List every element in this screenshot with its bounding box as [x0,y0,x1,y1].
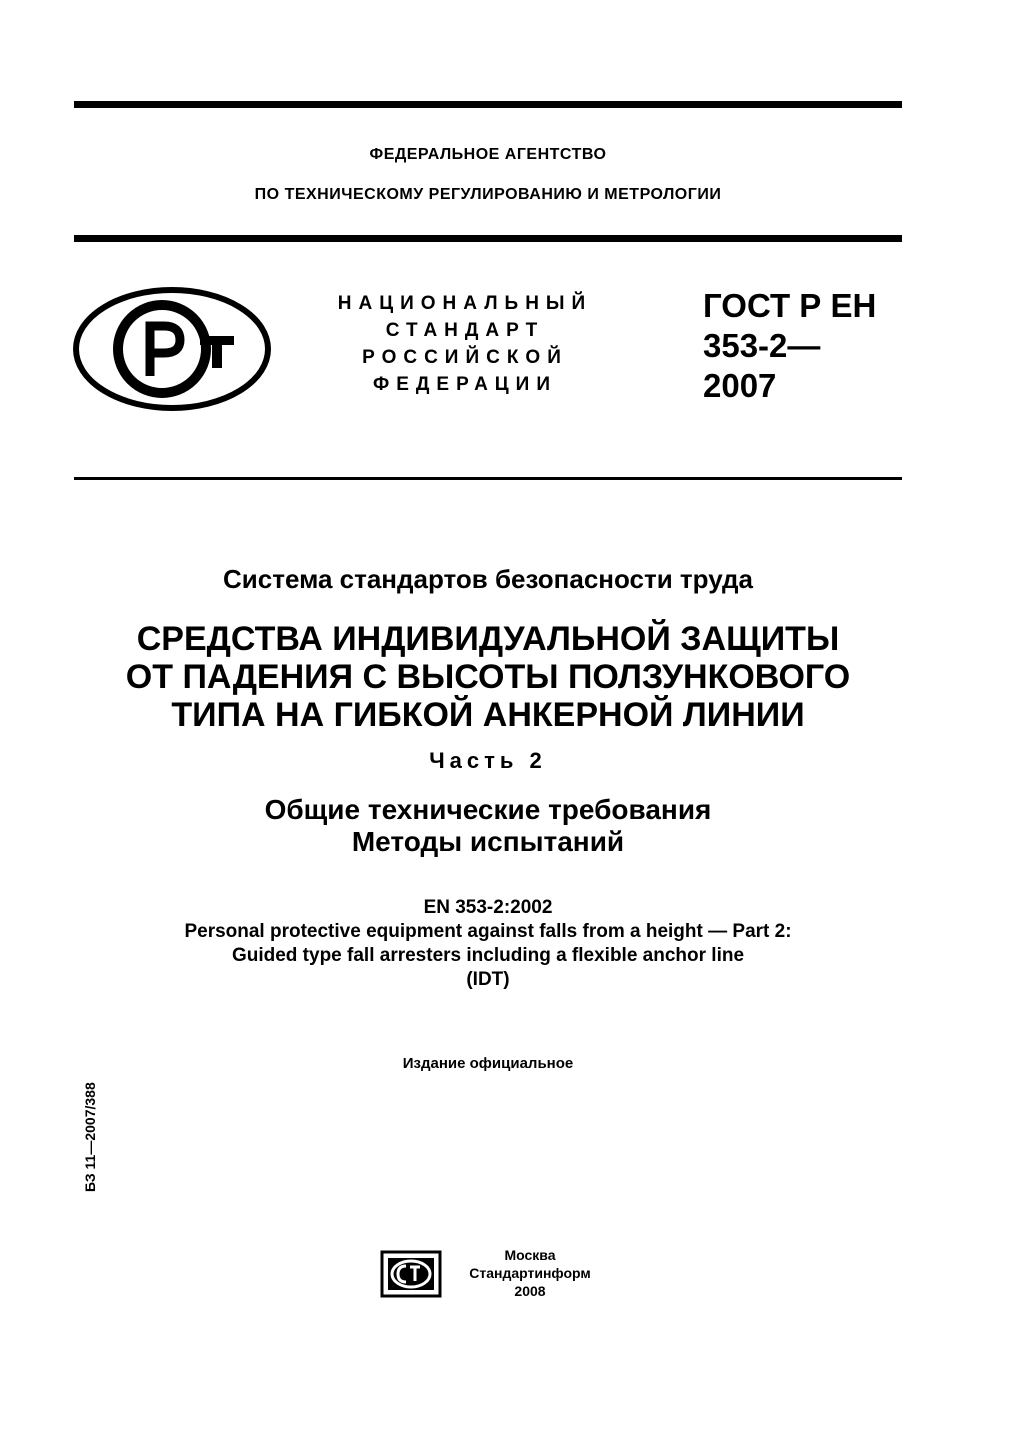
en-reference-line-4: (IDT) [466,969,510,990]
agency-line-1: ФЕДЕРАЛЬНОЕ АГЕНТСТВО [369,146,607,163]
publisher-city: Москва [504,1247,556,1263]
gost-logo [72,286,272,412]
part-label: Часть 2 [429,748,547,773]
subtitle-line-2: Методы испытаний [351,826,625,857]
designation-line-1: ГОСТ Р ЕН [703,287,877,324]
publisher-info [455,1246,605,1300]
document-title [74,620,902,734]
subtitle-line-1: Общие технические требования [264,794,712,825]
title-line-1: СРЕДСТВА ИНДИВИДУАЛЬНОЙ ЗАЩИТЫ [136,620,840,658]
header-rule [74,235,902,242]
en-reference-line-2: Personal protective equipment against falls from a height — Part 2: [184,921,792,942]
national-standard-line-3: РОССИЙСКОЙ [362,347,568,368]
en-reference-line-3: Guided type fall arresters including a flexible anchor line [231,945,745,966]
edition-label: Издание официальное [402,1055,574,1072]
document-subtitle [74,794,902,858]
national-standard-line-2: СТАНДАРТ [385,320,545,341]
standard-designation [703,286,876,406]
title-line-2: ОТ ПАДЕНИЯ С ВЫСОТЫ ПОЛЗУНКОВОГО [125,658,851,696]
national-standard-heading [320,290,610,398]
title-line-3: ТИПА НА ГИБКОЙ АНКЕРНОЙ ЛИНИИ [171,696,805,734]
en-reference [74,896,902,992]
designation-line-2: 353-2— [703,327,821,364]
divider-rule [74,477,902,480]
publisher-logo [380,1250,442,1298]
national-standard-line-1: НАЦИОНАЛЬНЫЙ [337,293,593,314]
top-rule [74,101,902,108]
publisher-name: Стандартинформ [469,1265,591,1281]
national-standard-line-4: ФЕДЕРАЦИИ [372,374,557,395]
designation-line-3: 2007 [703,367,777,404]
en-reference-line-1: EN 353-2:2002 [423,897,553,918]
series-title: Система стандартов безопасности труда [223,564,753,594]
agency-line-2: ПО ТЕХНИЧЕСКОМУ РЕГУЛИРОВАНИЮ И МЕТРОЛОГИИ [254,186,722,203]
publisher-year: 2008 [514,1283,546,1299]
side-code: БЗ 11—2007/388 [82,1082,98,1192]
